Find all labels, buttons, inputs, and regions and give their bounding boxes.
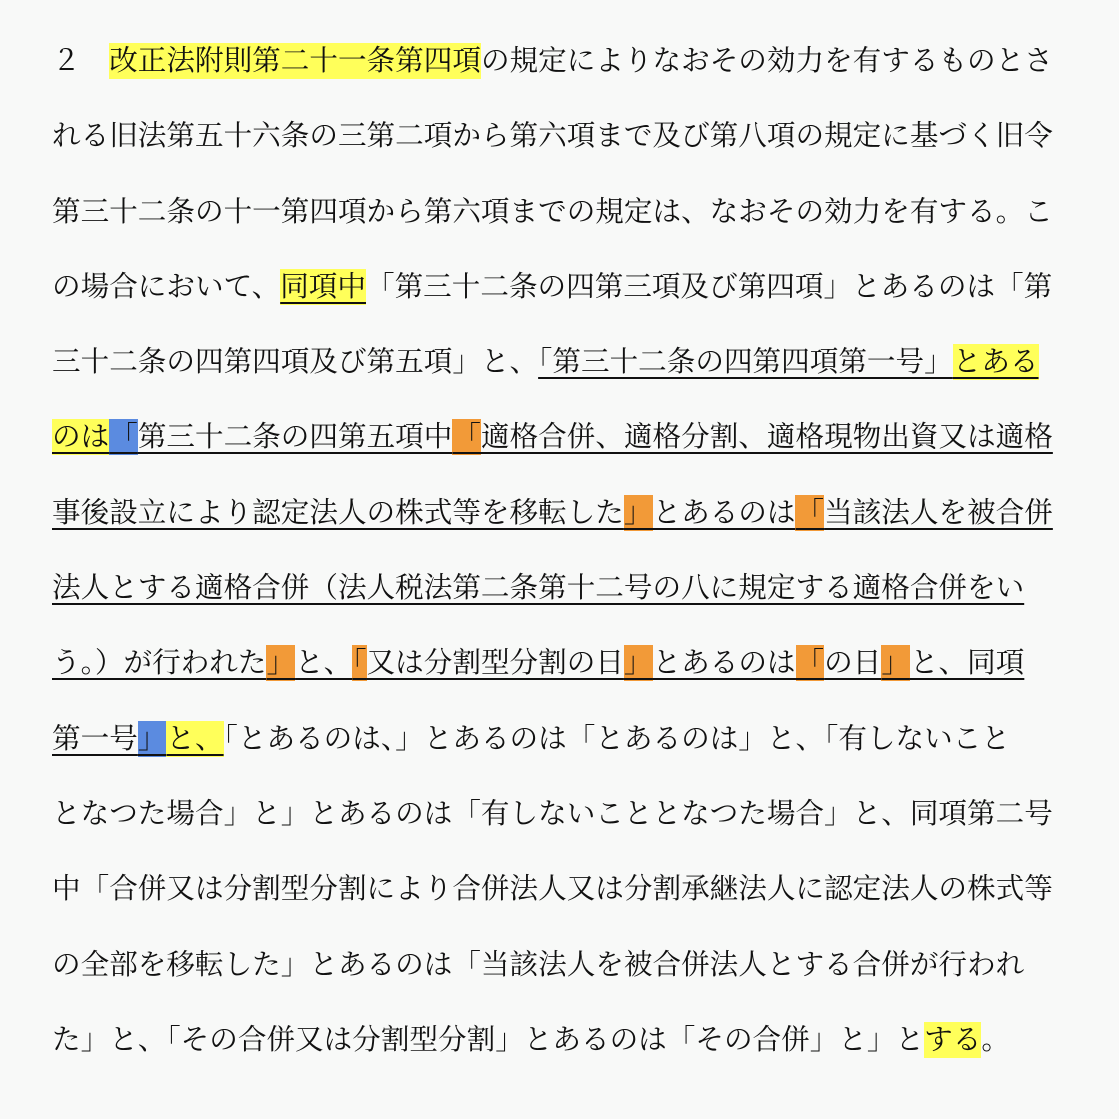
highlighted-text-yellow: する (924, 1021, 982, 1056)
text-segment: 三十二条の四第四項及び第五項」と、 (52, 344, 539, 379)
highlighted-text-orange: 「 (795, 645, 825, 680)
text-segment: ２ (52, 43, 110, 77)
highlighted-text-orange: 「 (795, 494, 825, 529)
underlined-text: と、 (295, 645, 353, 680)
text-line (52, 38, 1062, 113)
highlighted-text-yellow: と、 (166, 720, 224, 755)
underlined-text: う。）が行われた (52, 645, 267, 680)
highlighted-text-yellow: のは (52, 419, 110, 454)
text-segment: の場合において、 (52, 268, 281, 303)
text-line (52, 866, 1062, 941)
underlined-text: とあるのは (652, 494, 796, 529)
text-line (52, 1017, 1062, 1092)
document-body (52, 38, 1062, 1092)
underlined-text: と、同項 (909, 645, 1025, 680)
underlined-text: とあるのは (652, 645, 796, 680)
highlighted-text-yellow: 改正法附則第二十一条第四項 (109, 43, 481, 77)
underlined-text: 第三十二条の四第五項中 (137, 419, 453, 454)
text-line (52, 716, 1062, 791)
underlined-text: 第一号 (52, 720, 138, 755)
underlined-text: 「第三十二条の四第四項第一号」 (538, 344, 953, 379)
text-line (52, 565, 1062, 640)
highlighted-text-orange: 「 (452, 419, 481, 454)
highlighted-text-blue: 「 (109, 419, 138, 454)
text-line (52, 490, 1062, 565)
highlighted-text-orange: 」 (623, 494, 653, 529)
text-segment: 「第三十二条の四第三項及び第四項」とあるのは「第 (365, 268, 1053, 303)
text-line (52, 640, 1062, 715)
text-segment: の全部を移転した」とあるのは「当該法人を被合併法人とする合併が行われ (52, 946, 1025, 981)
text-segment: れる旧法第五十六条の三第二項から第六項まで及び第八項の規定に基づく旧令 (52, 118, 1053, 153)
underlined-text: の日 (824, 645, 882, 680)
text-line (52, 791, 1062, 866)
highlighted-text-yellow: 同項中 (280, 268, 366, 303)
text-line (52, 942, 1062, 1017)
highlighted-text-orange: 」 (623, 645, 653, 680)
text-line (52, 189, 1062, 264)
text-segment: た」と、「その合併又は分割型分割」とあるのは「その合併」と」と (52, 1021, 925, 1056)
underlined-text: 適格合併、適格分割、適格現物出資又は適格 (480, 419, 1053, 454)
text-line (52, 264, 1062, 339)
highlighted-text-orange: 」 (881, 645, 910, 680)
underlined-text: 又は分割型分割の日 (366, 645, 624, 680)
highlighted-text-orange: 」 (266, 645, 296, 680)
text-segment: の規定によりなおその効力を有するものとさ (480, 43, 1053, 77)
text-segment: 中「合併又は分割型分割により合併法人又は分割承継法人に認定法人の株式等 (52, 871, 1053, 906)
text-line (52, 113, 1062, 188)
underlined-text: 事後設立により認定法人の株式等を移転した (52, 494, 624, 529)
underlined-text: 当該法人を被合併 (824, 494, 1053, 529)
text-line (52, 339, 1062, 414)
highlighted-text-yellow: とある (952, 344, 1039, 379)
text-segment: 第三十二条の十一第四項から第六項までの規定は、なおその効力を有する。こ (52, 193, 1053, 228)
highlighted-text-orange: 「 (352, 645, 367, 680)
underlined-text: 法人とする適格合併（法人税法第二条第十二号の八に規定する適格合併をい (52, 570, 1025, 605)
highlighted-text-blue: 」 (137, 720, 167, 755)
text-segment: 。 (981, 1021, 1010, 1056)
text-line (52, 414, 1062, 489)
text-segment: 「とあるのは、」とあるのは「とあるのは」と、「有しないこと (223, 720, 1010, 755)
text-segment: となつた場合」と」とあるのは「有しないこととなつた場合」と、同項第二号 (52, 795, 1053, 830)
